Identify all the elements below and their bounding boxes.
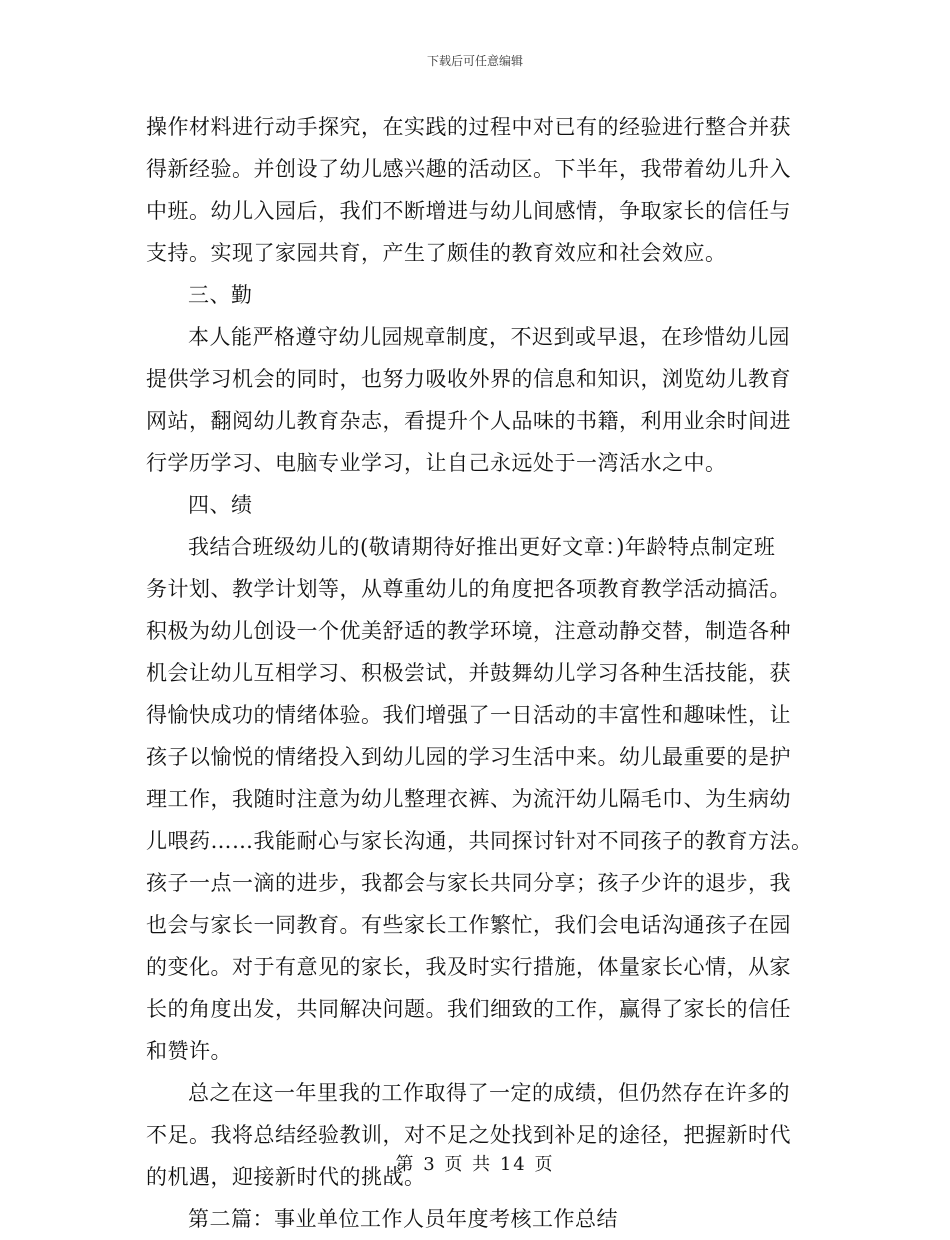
text-line: 儿喂药……我能耐心与家长沟通，共同探讨针对不同孩子的教育方法。: [146, 829, 813, 853]
text-line: 也会与家长一同教育。有些家长工作繁忙，我们会电话沟通孩子在园: [146, 913, 791, 937]
text-line: 操作材料进行动手探究，在实践的过程中对已有的经验进行整合并获: [146, 115, 791, 139]
page-footer-number: 第 3 页 共 14 页: [395, 1154, 555, 1175]
document-body: [146, 106, 813, 1240]
text-line: 不足。我将总结经验教训，对不足之处找到补足的途径，把握新时代: [146, 1123, 791, 1147]
text-line: 支持。实现了家园共育，产生了颇佳的教育效应和社会效应。: [146, 241, 727, 265]
text-line: 和赞许。: [146, 1039, 232, 1063]
text-line: 我结合班级幼儿的(敬请期待好推出更好文章：)年龄特点制定班: [188, 535, 776, 559]
text-line: 网站，翻阅幼儿教育杂志，看提升个人品味的书籍，利用业余时间进: [146, 409, 791, 433]
text-line: 机会让幼儿互相学习、积极尝试，并鼓舞幼儿学习各种生活技能，获: [146, 661, 791, 685]
text-line: 的变化。对于有意见的家长，我及时实行措施，体量家长心情，从家: [146, 955, 791, 979]
page-header-note: 下载后可任意编辑: [426, 54, 523, 68]
text-line: 行学历学习、电脑专业学习，让自己永远处于一湾活水之中。: [146, 451, 727, 475]
text-line: 第二篇：事业单位工作人员年度考核工作总结: [188, 1207, 618, 1231]
text-line: 中班。幼儿入园后，我们不断增进与幼儿间感情，争取家长的信任与: [146, 199, 791, 223]
text-line: 四、绩: [188, 493, 253, 517]
text-line: 孩子一点一滴的进步，我都会与家长共同分享；孩子少许的退步，我: [146, 871, 791, 895]
text-line: 三、勤: [188, 283, 253, 307]
text-line: 得新经验。并创设了幼儿感兴趣的活动区。下半年，我带着幼儿升入: [146, 157, 791, 181]
text-line: 的机遇，迎接新时代的挑战。: [146, 1165, 426, 1189]
text-line: 务计划、教学计划等，从尊重幼儿的角度把各项教育教学活动搞活。: [146, 577, 791, 601]
text-line: 孩子以愉悦的情绪投入到幼儿园的学习生活中来。幼儿最重要的是护: [146, 745, 791, 769]
text-line: 提供学习机会的同时，也努力吸收外界的信息和知识，浏览幼儿教育: [146, 367, 791, 391]
text-line: 总之在这一年里我的工作取得了一定的成绩，但仍然存在许多的: [188, 1081, 790, 1105]
text-line: 积极为幼儿创设一个优美舒适的教学环境，注意动静交替，制造各种: [146, 619, 791, 643]
text-line: 得愉快成功的情绪体验。我们增强了一日活动的丰富性和趣味性，让: [146, 703, 791, 727]
text-line: 理工作，我随时注意为幼儿整理衣裤、为流汗幼儿隔毛巾、为生病幼: [146, 787, 791, 811]
text-line: 本人能严格遵守幼儿园规章制度，不迟到或早退，在珍惜幼儿园: [188, 325, 790, 349]
text-line: 长的角度出发，共同解决问题。我们细致的工作，赢得了家长的信任: [146, 997, 791, 1021]
